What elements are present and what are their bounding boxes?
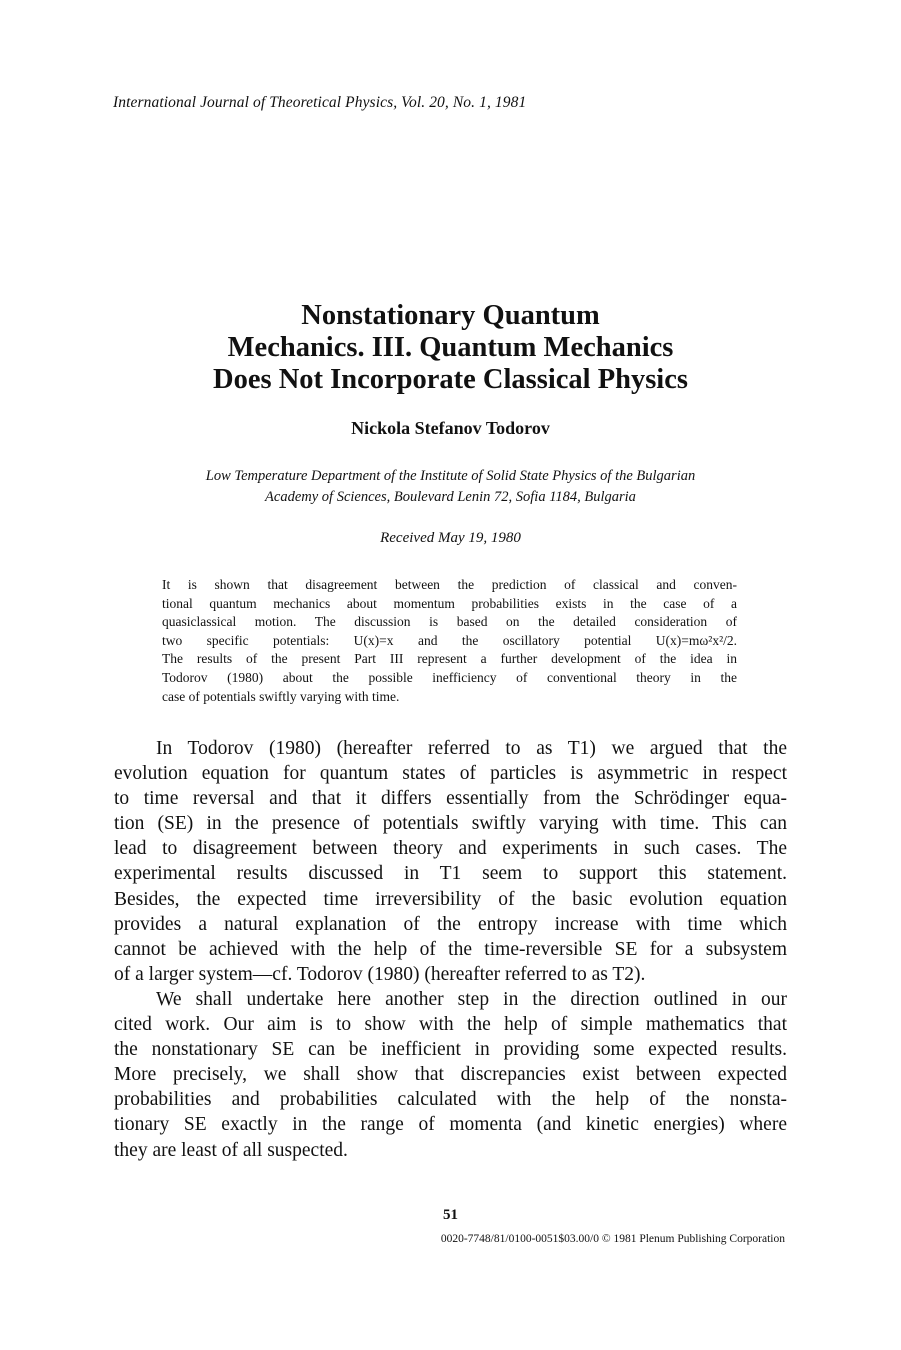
affiliation-line: Low Temperature Department of the Institute of Solid State Physics of the Bulgarian xyxy=(205,468,696,484)
abstract-line: It is shown that disagreement between the prediction of classical and conven- xyxy=(162,577,737,592)
body-line: In Todorov (1980) (hereafter referred to as T1) we argued that the xyxy=(156,738,787,759)
body-line: probabilities and probabilities calculated with the help of the nonsta- xyxy=(114,1089,787,1111)
body-line: of a larger system—cf. Todorov (1980) (hereafter referred to as T2). xyxy=(114,963,646,985)
title-line: Nonstationary Quantum xyxy=(301,300,600,331)
body-line: to time reversal and that it differs essentially from the Schrödinger equa- xyxy=(114,788,787,810)
abstract-line: case of potentials swiftly varying with time. xyxy=(162,688,400,704)
affiliation xyxy=(0,466,901,508)
body-line: provides a natural explanation of the entropy increase with time which xyxy=(114,913,787,935)
body-line: they are least of all suspected. xyxy=(114,1139,348,1161)
abstract-line: Todorov (1980) about the possible inefficiency of conventional theory in the xyxy=(162,669,737,685)
abstract-line: quasiclassical motion. The discussion is based on the detailed consideration of xyxy=(162,614,737,630)
abstract xyxy=(162,576,737,706)
abstract-line: The results of the present Part III represent a further development of the idea in xyxy=(162,651,737,667)
body-line: lead to disagreement between theory and experiments in such cases. The xyxy=(114,838,787,860)
body-line: evolution equation for quantum states of particles is asymmetric in respect xyxy=(114,763,787,785)
author-name: Nickola Stefanov Todorov xyxy=(351,418,550,438)
journal-header: International Journal of Theoretical Physics, Vol. 20, No. 1, 1981 xyxy=(113,94,527,111)
abstract-line: tional quantum mechanics about momentum probabilities exists in the case of a xyxy=(162,595,737,611)
body-line: cannot be achieved with the help of the time-reversible SE for a subsystem xyxy=(114,938,787,960)
body-line: cited work. Our aim is to show with the help of simple mathematics that xyxy=(114,1014,787,1036)
body-line: We shall undertake here another step in the direction outlined in our xyxy=(156,988,787,1010)
body-line: Besides, the expected time irreversibility of the basic evolution equation xyxy=(114,888,787,910)
copyright-line: 0020-7748/81/0100-0051$03.00/0 © 1981 Plenum Publishing Corporation xyxy=(440,1233,785,1245)
body-line: the nonstationary SE can be inefficient in providing some expected results. xyxy=(114,1039,787,1061)
body-text xyxy=(114,736,787,1163)
body-line: tionary SE exactly in the range of momenta (and kinetic energies) where xyxy=(114,1114,787,1136)
affiliation-line: Academy of Sciences, Boulevard Lenin 72, Sofia 1184, Bulgaria xyxy=(265,489,636,505)
received-date: Received May 19, 1980 xyxy=(380,530,521,546)
title-line: Mechanics. III. Quantum Mechanics xyxy=(227,332,674,363)
paragraph-1 xyxy=(114,736,787,987)
paragraph-2 xyxy=(114,987,787,1163)
page-number: 51 xyxy=(443,1207,458,1223)
body-line: experimental results discussed in T1 seem to support this statement. xyxy=(114,863,787,885)
title-line: Does Not Incorporate Classical Physics xyxy=(213,364,688,395)
body-line: More precisely, we shall show that discrepancies exist between expected xyxy=(114,1064,787,1086)
abstract-line: two specific potentials: U(x)=x and the oscillatory potential U(x)=mω²x²/2. xyxy=(162,632,737,648)
paper-title xyxy=(0,300,901,396)
body-line: tion (SE) in the presence of potentials swiftly varying with time. This can xyxy=(114,813,787,835)
